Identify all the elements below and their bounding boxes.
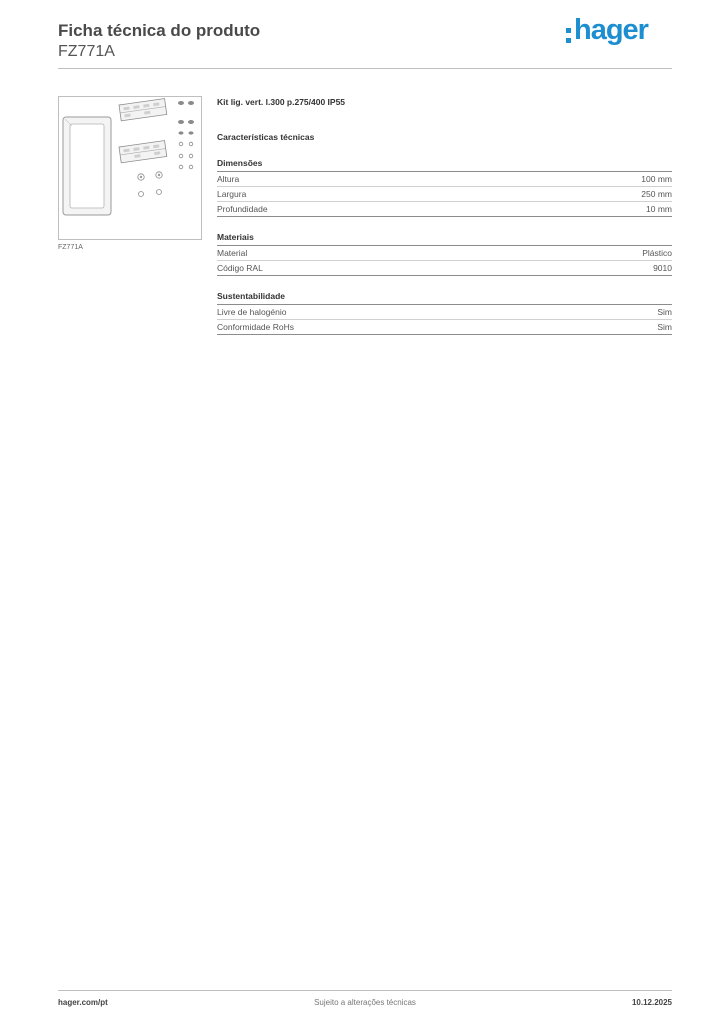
page-footer — [58, 998, 672, 1010]
hager-logo — [566, 14, 658, 50]
product-kit-illustration — [59, 97, 201, 239]
spec-value: 250 mm — [641, 189, 672, 199]
product-code: FZ771A — [58, 43, 115, 60]
footer-note: Sujeito a alterações técnicas — [314, 998, 416, 1007]
specs-heading: Características técnicas — [217, 132, 315, 142]
footer-date: 10.12.2025 — [631, 998, 672, 1007]
spec-row — [217, 320, 672, 335]
group-title-dimensoes: Dimensões — [217, 158, 263, 168]
product-image — [58, 96, 202, 240]
spec-label: Código RAL — [217, 263, 263, 273]
spec-label: Material — [217, 248, 248, 258]
spec-label: Altura — [217, 174, 240, 184]
logo-text: hager — [574, 14, 648, 46]
logo-dots-icon — [566, 28, 572, 44]
image-caption: FZ771A — [58, 244, 83, 251]
spec-table-sustentabilidade — [217, 304, 672, 335]
spec-row — [217, 261, 672, 276]
spec-value: Plástico — [642, 248, 672, 258]
group-title-materiais: Materiais — [217, 232, 254, 242]
product-name: Kit lig. vert. l.300 p.275/400 IP55 — [217, 97, 346, 107]
spec-label: Conformidade RoHs — [217, 322, 295, 332]
product-details — [217, 95, 672, 335]
spec-value: 100 mm — [641, 174, 672, 184]
spec-row — [217, 246, 672, 261]
spec-value: Sim — [657, 307, 672, 317]
header-divider — [58, 68, 672, 69]
spec-label: Largura — [217, 189, 247, 199]
spec-row — [217, 202, 672, 217]
spec-label: Livre de halogénio — [217, 307, 287, 317]
document-header — [58, 20, 260, 62]
spec-row — [217, 187, 672, 202]
footer-website-link[interactable]: hager.com/pt — [58, 998, 108, 1007]
page-title: Ficha técnica do produto — [58, 21, 261, 40]
spec-value: Sim — [657, 322, 672, 332]
group-title-sustentabilidade: Sustentabilidade — [217, 291, 286, 301]
footer-divider — [58, 990, 672, 991]
spec-table-dimensoes — [217, 171, 672, 217]
spec-label: Profundidade — [217, 204, 268, 214]
spec-table-materiais — [217, 245, 672, 276]
spec-row — [217, 305, 672, 320]
spec-row — [217, 172, 672, 187]
spec-value: 10 mm — [646, 204, 672, 214]
spec-value: 9010 — [653, 263, 672, 273]
